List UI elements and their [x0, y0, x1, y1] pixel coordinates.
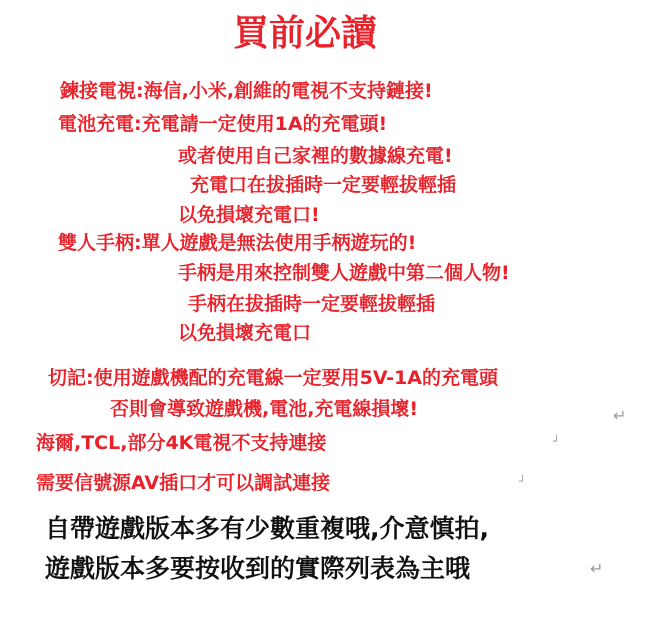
battery-note-line-1: 電池充電:充電請一定使用1A的充電頭!: [58, 113, 388, 135]
warning-line-1: 切記:使用遊戲機配的充電線一定要用5V-1A的充電頭: [48, 367, 498, 389]
warning-line-2: 否則會導致遊戲機,電池,充電線損壞!: [110, 398, 419, 420]
return-arrow-icon: ↵: [613, 406, 627, 425]
controller-note-line-3: 手柄在拔插時一定要輕拔輕插: [188, 293, 436, 315]
return-arrow-icon: ↵: [590, 559, 604, 578]
corner-mark-icon: ┘: [519, 475, 526, 488]
tv-compatibility-note: 海爾,TCL,部分4K電視不支持連接: [36, 432, 327, 454]
battery-note-line-3: 充電口在拔插時一定要輕拔輕插: [190, 174, 457, 196]
controller-note-line-2: 手柄是用來控制雙人遊戲中第二個人物!: [178, 262, 510, 284]
page-title: 買前必讀: [233, 13, 378, 54]
av-input-note: 需要信號源AV插口才可以調試連接: [36, 472, 331, 494]
footer-line-1: 自帶遊戲版本多有少數重複哦,介意慎拍,: [45, 514, 489, 543]
controller-note-line-1: 雙人手柄:單人遊戲是無法使用手柄遊玩的!: [58, 232, 417, 254]
controller-note-line-4: 以免損壞充電口: [178, 322, 312, 344]
footer-line-2: 遊戲版本多要按收到的實際列表為主哦: [45, 554, 471, 583]
corner-mark-icon: ┘: [553, 435, 560, 448]
battery-note-line-2: 或者使用自己家裡的數據線充電!: [178, 145, 453, 167]
battery-note-line-4: 以免損壞充電口!: [178, 204, 320, 226]
tv-connection-note: 鍊接電視:海信,小米,創維的電視不支持鏈接!: [60, 80, 433, 102]
